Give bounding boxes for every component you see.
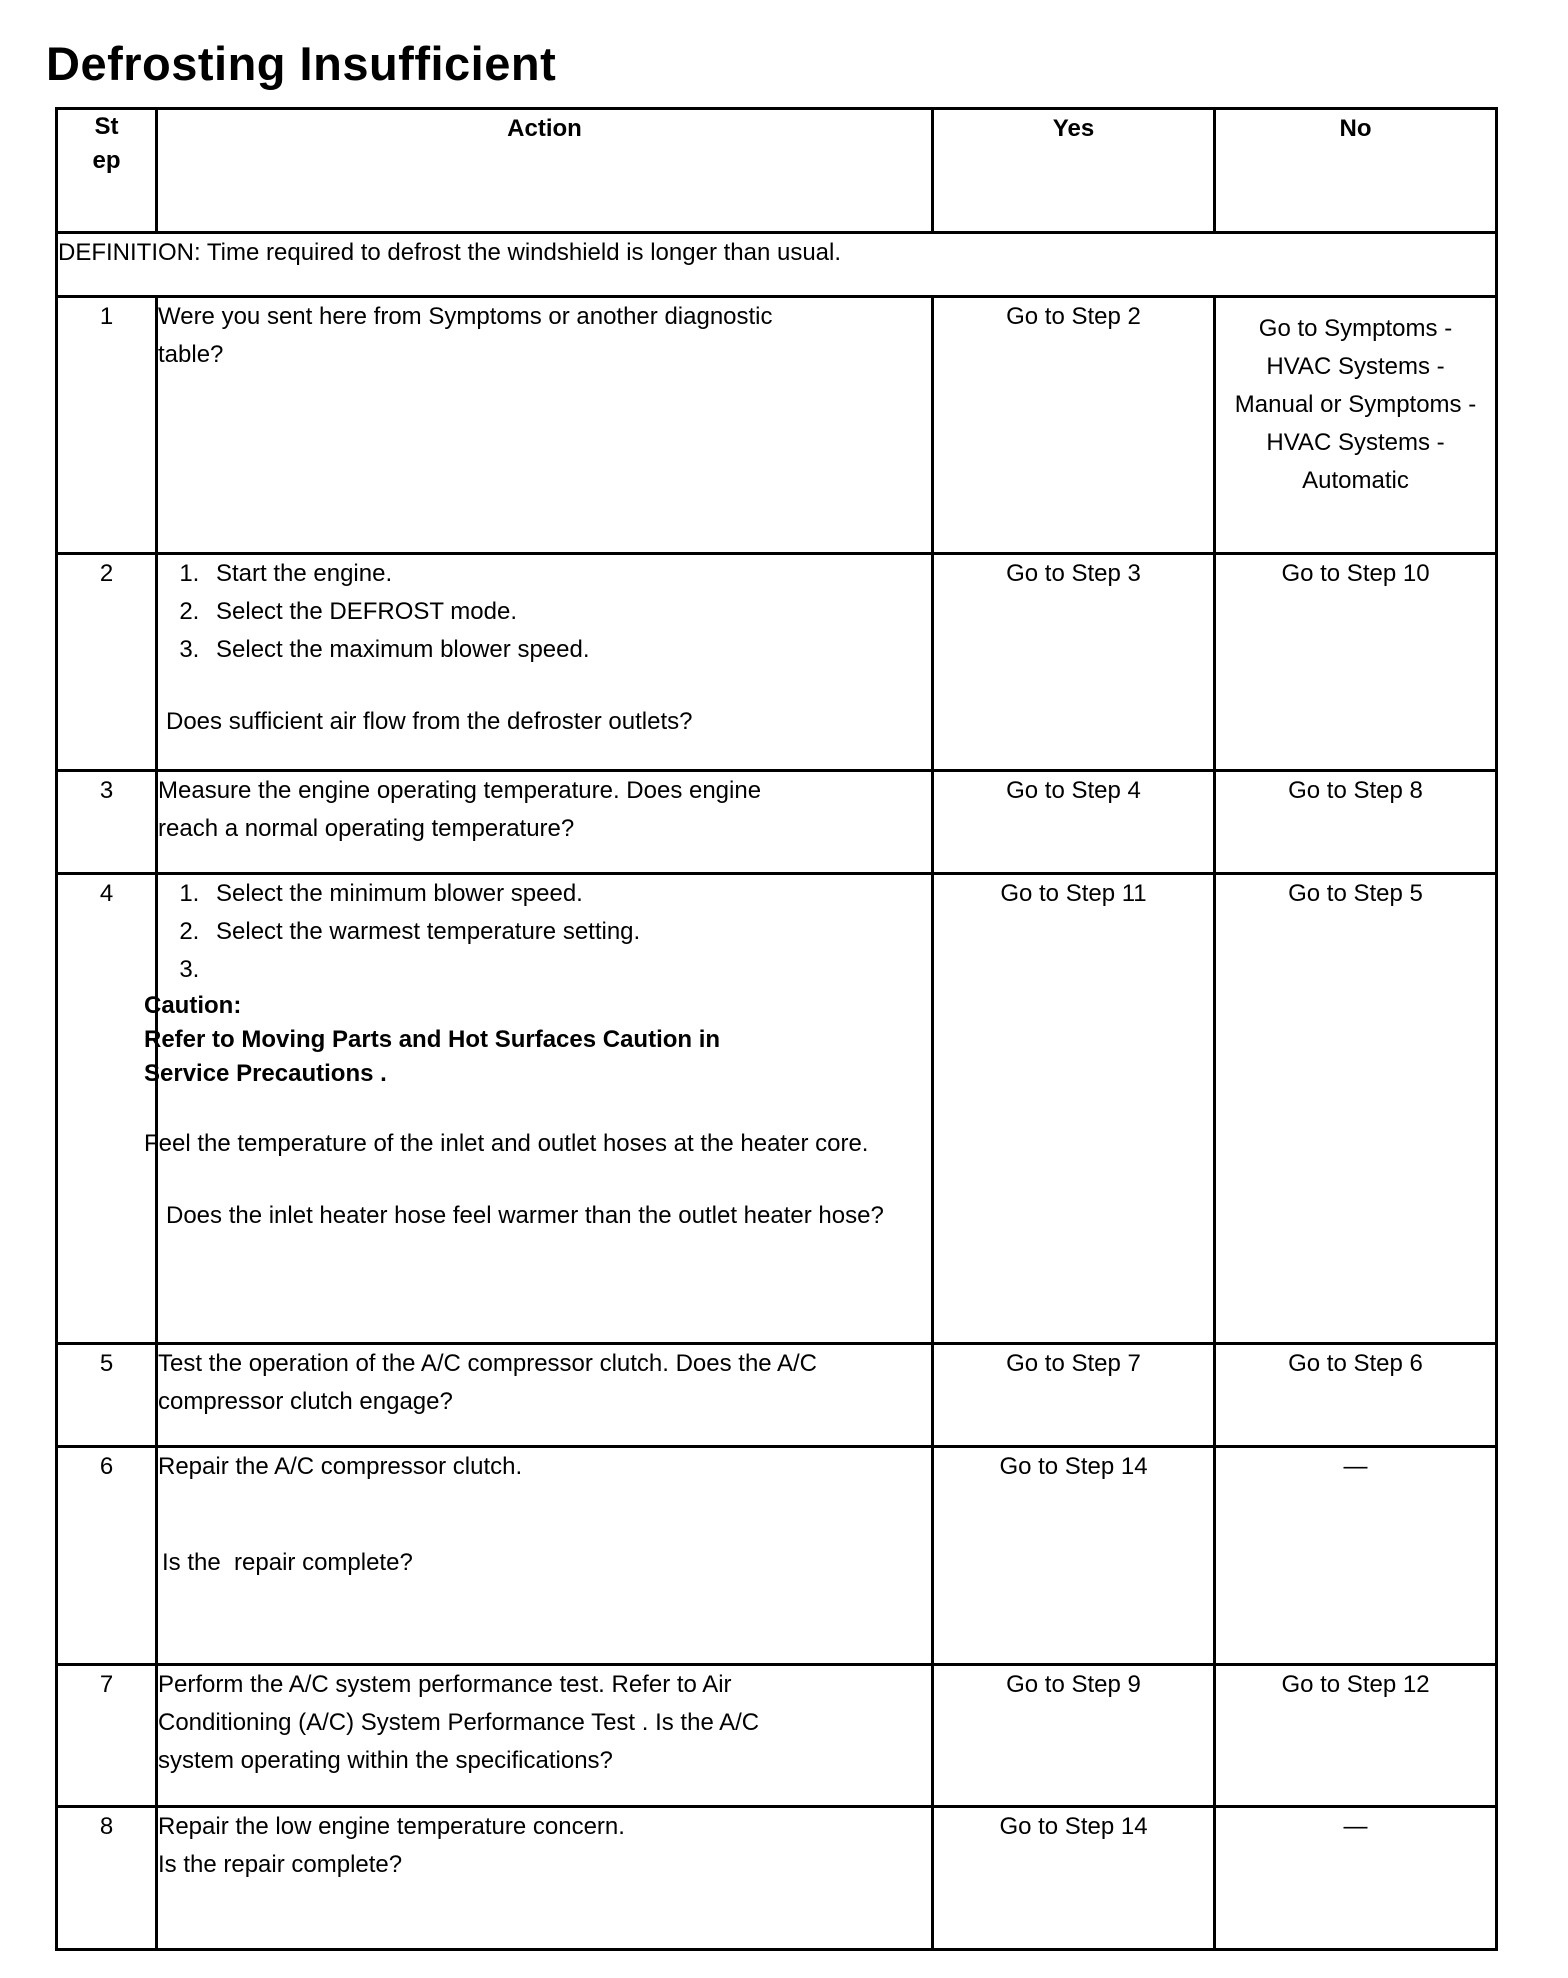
definition-text: DEFINITION: Time required to defrost the windshield is longer than usual. (57, 233, 1497, 297)
yes-link[interactable]: Go to Step 9 (933, 1665, 1215, 1807)
list-item (206, 951, 931, 989)
step-number: 7 (57, 1665, 157, 1807)
table-row (57, 1665, 1497, 1807)
action-list (158, 875, 931, 989)
page-title: Defrosting Insufficient (46, 37, 557, 90)
action-cell (157, 297, 933, 554)
table-row (57, 771, 1497, 874)
table-row (57, 1807, 1497, 1950)
table-row (57, 874, 1497, 1344)
action-text: Were you sent here from Symptoms or another diagnostic table? (158, 303, 773, 368)
table-row (57, 1447, 1497, 1665)
action-text: Measure the engine operating temperature. Does engine reach a normal operating temperature? (158, 777, 762, 842)
step-number: 6 (57, 1447, 157, 1665)
no-value: — (1215, 1447, 1497, 1665)
action-cell (157, 1344, 933, 1447)
question-text: Is the repair complete? (158, 1851, 403, 1878)
action-cell (157, 1447, 933, 1665)
no-value: — (1215, 1807, 1497, 1950)
action-cell (157, 1665, 933, 1807)
step-number: 3 (57, 771, 157, 874)
header-yes: Yes (933, 109, 1215, 233)
list-item: 1. Select the minimum blower speed. (206, 875, 931, 913)
yes-link[interactable]: Go to Step 3 (933, 554, 1215, 771)
step-number: 8 (57, 1807, 157, 1950)
action-text: Feel the temperature of the inlet and outlet hoses at the heater core. (144, 1130, 869, 1157)
list-item: 2. Select the warmest temperature setting. (206, 913, 931, 951)
no-link[interactable]: Go to Step 12 (1215, 1665, 1497, 1807)
yes-link[interactable]: Go to Step 11 (933, 874, 1215, 1344)
action-cell (157, 771, 933, 874)
step-number: 5 (57, 1344, 157, 1447)
header-no: No (1215, 109, 1497, 233)
list-item: 2. Select the DEFROST mode. (206, 593, 931, 631)
list-item: 3. Select the maximum blower speed. (206, 631, 931, 669)
yes-link[interactable]: Go to Step 14 (933, 1447, 1215, 1665)
action-text: Perform the A/C system performance test. Refer to Air Conditioning (A/C) System Performance Test . Is the A/C system operating within the specifications? (158, 1671, 760, 1774)
action-list (158, 555, 931, 669)
no-link[interactable]: Go to Step 8 (1215, 771, 1497, 874)
table-header-row (57, 109, 1497, 233)
action-text: Repair the A/C compressor clutch. (158, 1453, 523, 1480)
caution-text: Refer to Moving Parts and Hot Surfaces Caution in Service Precautions . (144, 1026, 721, 1087)
action-cell (157, 1807, 933, 1950)
list-item: 1. Start the engine. (206, 555, 931, 593)
yes-link[interactable]: Go to Step 4 (933, 771, 1215, 874)
question-text: Is the repair complete? (162, 1549, 413, 1576)
yes-link[interactable]: Go to Step 2 (933, 297, 1215, 554)
action-text: Test the operation of the A/C compressor clutch. Does the A/C compressor clutch engage? (158, 1350, 818, 1415)
header-step: St ep (57, 109, 157, 233)
action-text: Repair the low engine temperature concern. (158, 1813, 625, 1840)
action-cell (157, 554, 933, 771)
header-action: Action (157, 109, 933, 233)
caution-label: Caution: (144, 992, 242, 1019)
table-row (57, 297, 1497, 554)
step-number: 1 (57, 297, 157, 554)
question-text: Does the inlet heater hose feel warmer than the outlet heater hose? (166, 1202, 884, 1229)
no-link[interactable]: Go to Step 10 (1215, 554, 1497, 771)
question-text: Does sufficient air flow from the defroster outlets? (166, 708, 693, 735)
definition-row (57, 233, 1497, 297)
diagnostic-table (55, 107, 1498, 1951)
no-link[interactable]: Go to Step 6 (1215, 1344, 1497, 1447)
table-row (57, 554, 1497, 771)
step-number: 2 (57, 554, 157, 771)
table-row (57, 1344, 1497, 1447)
step-number: 4 (57, 874, 157, 1344)
action-cell (144, 874, 933, 1344)
no-link[interactable]: Go to Symptoms - HVAC Systems - Manual or Symptoms - HVAC Systems - Automatic (1215, 297, 1497, 554)
yes-link[interactable]: Go to Step 14 (933, 1807, 1215, 1950)
yes-link[interactable]: Go to Step 7 (933, 1344, 1215, 1447)
no-link[interactable]: Go to Step 5 (1215, 874, 1497, 1344)
